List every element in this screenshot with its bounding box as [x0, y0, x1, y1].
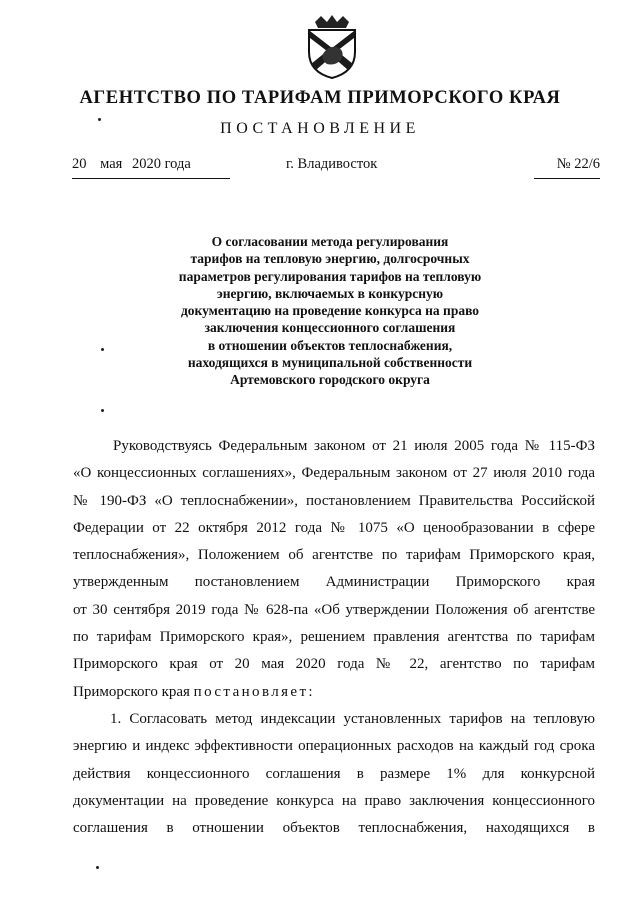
body-line: № 190-ФЗ «О теплоснабжении», постановлением Правительства Российской [73, 492, 595, 509]
subject-line: Артемовского городского округа [230, 372, 430, 388]
document-body [73, 433, 595, 842]
agency-name: АГЕНТСТВО ПО ТАРИФАМ ПРИМОРСКОГО КРАЯ [79, 88, 561, 108]
scan-speck [101, 409, 104, 412]
body-line: утвержденным постановлением Администрации Приморского края [73, 574, 595, 591]
scan-speck [98, 118, 101, 121]
item-line: 1. Согласовать метод индексации установленных тарифов на тепловую [110, 710, 595, 727]
resolves-word: постановляет: [193, 683, 316, 700]
coat-of-arms-icon [301, 14, 363, 80]
subject-line: заключения концессионного соглашения [204, 320, 456, 336]
date-year: 2020 года [131, 156, 191, 172]
subject-line: О согласовании метода регулирования [211, 234, 449, 249]
body-line: Приморского края от 20 мая 2020 года № 22, агентство по тарифам [73, 656, 595, 673]
item-line: действия концессионного соглашения в размере 1% для конкурсной [73, 765, 595, 782]
subject-line: находящихся в муниципальной собственности [187, 355, 473, 371]
body-line: Федерации от 22 октября 2012 года № 1075 «О ценообразовании в сфере [73, 519, 595, 536]
scan-speck [96, 866, 99, 869]
document-city: г. Владивосток [286, 156, 378, 172]
body-line: от 30 сентября 2019 года № 628-па «Об утверждении Положения об агентстве [73, 601, 595, 618]
body-line: по тарифам Приморского края», решением правления агентства по тарифам [73, 629, 595, 646]
body-line: Руководствуясь Федеральным законом от 21 июля 2005 года № 115-ФЗ [113, 438, 595, 454]
subject-line: энергию, включаемых в конкурсную [216, 285, 444, 301]
document-number: № 22/6 [534, 156, 600, 179]
body-line-last [73, 679, 595, 706]
subject-line: параметров регулирования тарифов на тепловую [178, 268, 482, 284]
date-day: 20 [72, 156, 87, 172]
scan-speck [101, 348, 104, 351]
item-line: энергию и индекс эффективности операционных расходов на каждый год срока [73, 738, 595, 755]
preamble-end: Приморского края [73, 683, 190, 700]
date-month: мая [100, 156, 123, 172]
body-line: «О концессионных соглашениях», Федеральным законом от 27 июля 2010 года [73, 465, 595, 482]
document-type: ПОСТАНОВЛЕНИЕ [220, 120, 420, 137]
subject-line: тарифов на тепловую энергию, долгосрочных [190, 251, 470, 267]
item-line: соглашения в отношении объектов теплоснабжения, находящихся в [73, 820, 595, 837]
document-date [72, 156, 230, 179]
document-subject [140, 233, 520, 389]
subject-line: документацию на проведение конкурса на право [180, 303, 480, 319]
item-line: документации на проведение конкурса на право заключения концессионного [73, 792, 595, 809]
body-line: теплоснабжения», Положением об агентстве по тарифам Приморского края, [73, 547, 595, 564]
subject-line: в отношении объектов теплоснабжения, [207, 337, 453, 353]
